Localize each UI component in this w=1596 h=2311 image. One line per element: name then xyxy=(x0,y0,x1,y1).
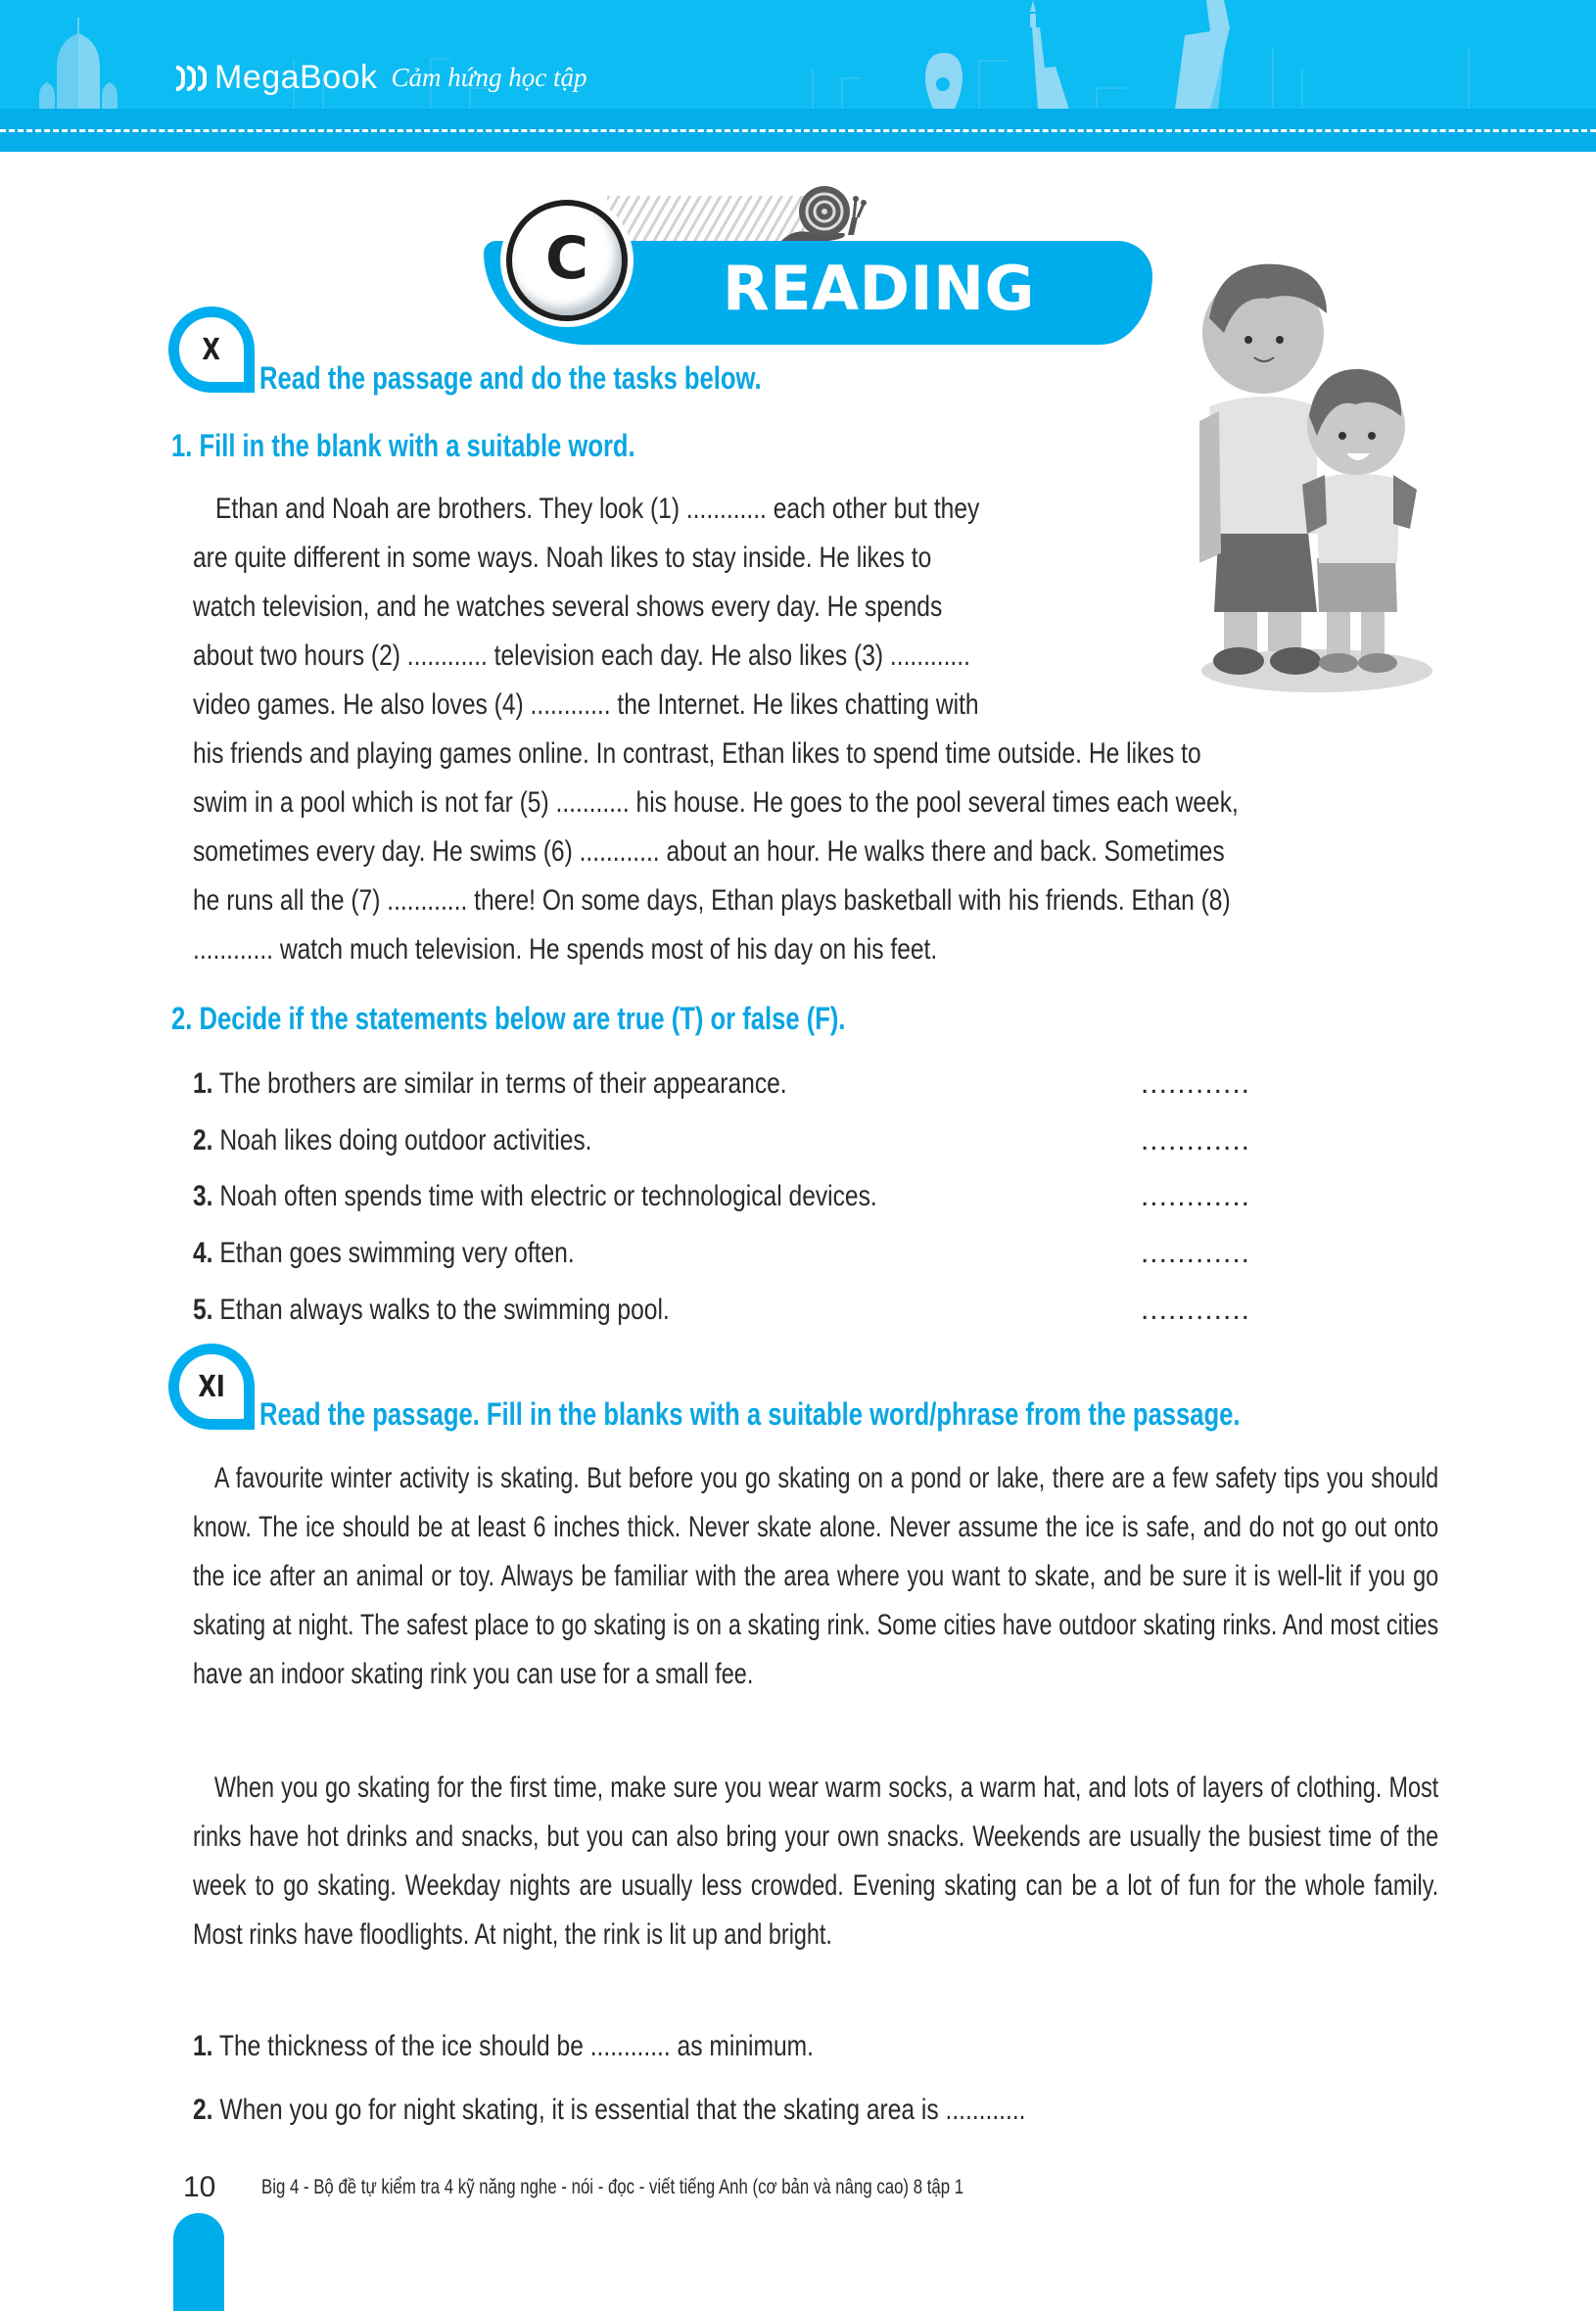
brand-tagline: Cảm hứng học tập xyxy=(391,63,587,92)
passage-line: video games. He also loves (4) ............ the Internet. He likes chatting with xyxy=(193,688,979,721)
item-number: 2. xyxy=(193,1124,213,1156)
answer-blank[interactable]: ............ xyxy=(1140,1237,1250,1269)
passage-line: he runs all the (7) ............ there! On some days, Ethan plays basketball with his friends. Ethan (8) xyxy=(193,884,1231,917)
passage-line: ............ watch much television. He spends most of his day on his feet. xyxy=(193,933,938,966)
exercise-instruction: Read the passage. Fill in the blanks with a suitable word/phrase from the passage. xyxy=(259,1396,1241,1432)
item-number: 3. xyxy=(193,1180,213,1212)
question-text: The thickness of the ice should be ............ as minimum. xyxy=(218,2030,814,2062)
question-item xyxy=(193,2027,814,2066)
megabook-logo xyxy=(176,59,587,97)
true-false-item xyxy=(193,1177,1250,1216)
snail-icon xyxy=(774,178,881,247)
brothers-illustration xyxy=(1170,240,1434,710)
page-tab-decoration xyxy=(173,2213,224,2311)
item-text: Ethan always walks to the swimming pool. xyxy=(219,1294,670,1326)
passage-paragraph: When you go skating for the first time, make sure you wear warm socks, a warm hat, and lots of layers of clothing. Most rinks have hot drinks and snacks, but you can also bring your own snacks. Weekends are usually the busiest time of the week to go skating. Weekday nights are usually less crowded. Evening skating can be a lot of fun for the whole family. Most rinks have floodlights. At night, the rink is lit up and bright. xyxy=(193,1771,1439,1951)
page-number: 10 xyxy=(183,2171,216,2203)
item-text: Noah often spends time with electric or technological devices. xyxy=(219,1180,877,1212)
passage-line: Ethan and Noah are brothers. They look (1) ............ each other but they xyxy=(214,493,980,525)
logo-mark-icon xyxy=(176,66,207,91)
passage-line: watch television, and he watches several shows every day. He spends xyxy=(193,590,943,623)
book-title: Big 4 - Bộ đề tự kiểm tra 4 kỹ năng nghe - nói - đọc - viết tiếng Anh (cơ bản và nâng cao) 8 tập 1 xyxy=(261,2176,964,2198)
header-banner xyxy=(0,0,1596,152)
section-title: READING xyxy=(723,253,1035,324)
question-number: 1. xyxy=(193,2030,213,2062)
passage-line: about two hours (2) ............ television each day. He also likes (3) ............ xyxy=(193,639,970,672)
passage-line: swim in a pool which is not far (5) ........... his house. He goes to the pool several times each week, xyxy=(193,786,1239,819)
answer-blank[interactable]: ............ xyxy=(1140,1294,1250,1326)
true-false-item xyxy=(193,1064,1250,1104)
question-number: 2. xyxy=(193,2094,213,2126)
answer-blank[interactable]: ............ xyxy=(1140,1124,1250,1156)
answer-blank[interactable]: ............ xyxy=(1140,1180,1250,1212)
section-badge xyxy=(506,200,628,321)
passage-line: sometimes every day. He swims (6) ............ about an hour. He walks there and back. Sometimes xyxy=(193,835,1225,868)
dashed-divider xyxy=(0,129,1596,132)
item-number: 1. xyxy=(193,1067,213,1100)
answer-blank[interactable]: ............ xyxy=(1140,1067,1250,1100)
item-number: 4. xyxy=(193,1237,213,1269)
section-letter: C xyxy=(544,224,589,293)
item-number: 5. xyxy=(193,1294,213,1326)
task-title: 2. Decide if the statements below are true (T) or false (F). xyxy=(171,1001,846,1036)
question-text: When you go for night skating, it is essential that the skating area is ............ xyxy=(219,2094,1026,2126)
item-text: Ethan goes swimming very often. xyxy=(219,1237,575,1269)
brand-name: MegaBook xyxy=(214,59,378,96)
exercise-instruction: Read the passage and do the tasks below. xyxy=(259,360,762,396)
question-item xyxy=(193,2091,1026,2130)
item-text: The brothers are similar in terms of their appearance. xyxy=(218,1067,787,1100)
item-text: Noah likes doing outdoor activities. xyxy=(219,1124,592,1156)
task-title: 1. Fill in the blank with a suitable word. xyxy=(171,428,635,463)
exercise-number: X xyxy=(202,332,221,367)
passage-line: his friends and playing games online. In contrast, Ethan likes to spend time outside. He likes to xyxy=(193,737,1201,770)
passage-line: are quite different in some ways. Noah likes to stay inside. He likes to xyxy=(193,542,932,574)
exercise-number-badge xyxy=(168,1344,255,1430)
true-false-item xyxy=(193,1234,1250,1273)
exercise-number: XI xyxy=(198,1369,225,1404)
true-false-item xyxy=(193,1121,1250,1160)
exercise-number-badge xyxy=(168,307,255,393)
passage-paragraph: A favourite winter activity is skating. But before you go skating on a pond or lake, there are a few safety tips you should know. The ice should be at least 6 inches thick. Never skate alone. Never assume the ice is safe, and do not go out onto the ice after an animal or toy. Always be familiar with the area where you want to skate, and be sure it is well-lit if you go skating at night. The safest place to go skating is on a skating rink. Some cities have outdoor skating rinks. And most cities have an indoor skating rink you can use for a small fee. xyxy=(193,1462,1439,1690)
true-false-item xyxy=(193,1291,1250,1330)
